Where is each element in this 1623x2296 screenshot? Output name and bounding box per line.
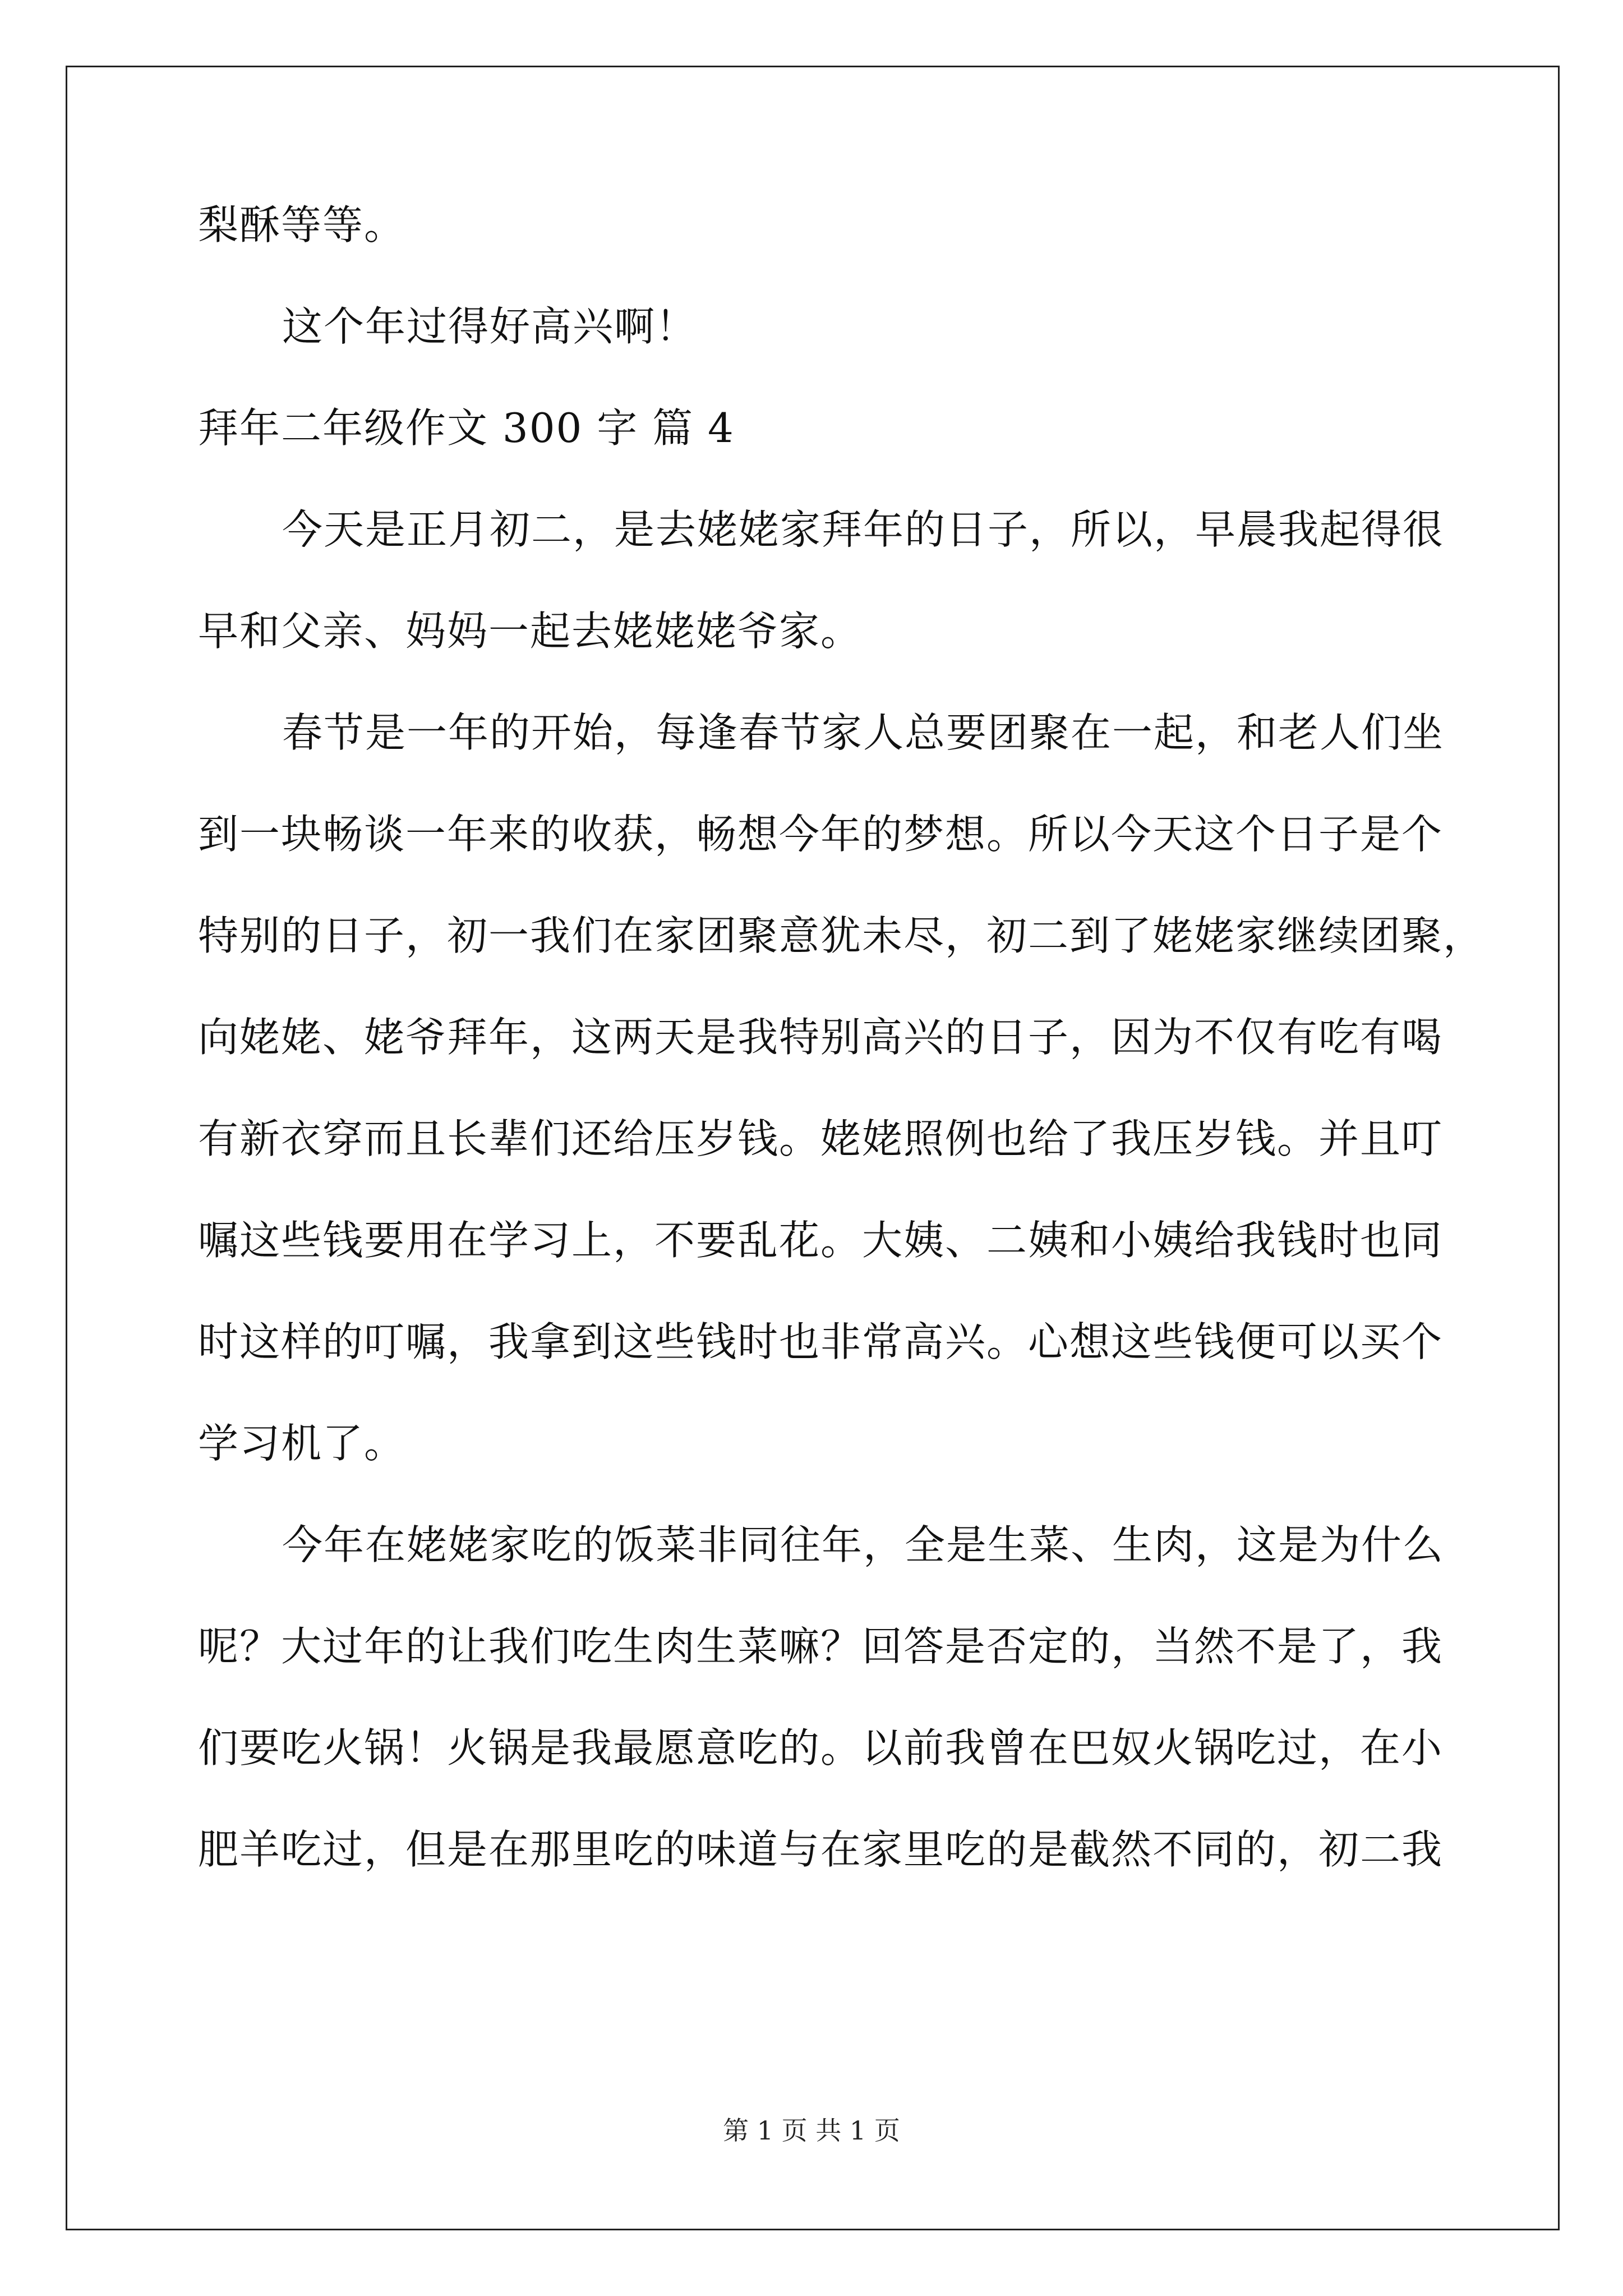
text-line: 今年在姥姥家吃的饭菜非同往年，全是生菜、生肉，这是为什么 [282, 1521, 1445, 1568]
text-line: 早和父亲、妈妈一起去姥姥姥爷家。 [198, 608, 863, 655]
text-line: 到一块畅谈一年来的收获，畅想今年的梦想。所以今天这个日子是个 [198, 811, 1444, 858]
section-heading: 拜年二年级作文 300 字 篇 4 [198, 404, 735, 452]
text-line: 嘱这些钱要用在学习上，不要乱花。大姨、二姨和小姨给我钱时也同 [198, 1217, 1444, 1264]
text-line: 今天是正月初二，是去姥姥家拜年的日子，所以，早晨我起得很 [282, 506, 1445, 553]
text-line: 们要吃火锅！火锅是我最愿意吃的。以前我曾在巴奴火锅吃过，在小 [198, 1724, 1444, 1772]
text-line: 肥羊吃过，但是在那里吃的味道与在家里吃的是截然不同的，初二我 [198, 1826, 1444, 1873]
text-line: 时这样的叮嘱，我拿到这些钱时也非常高兴。心想这些钱便可以买个 [198, 1318, 1444, 1365]
text-line: 向姥姥、姥爷拜年，这两天是我特别高兴的日子，因为不仅有吃有喝 [198, 1014, 1444, 1061]
text-line: 梨酥等等。 [198, 201, 406, 249]
text-line: 有新衣穿而且长辈们还给压岁钱。姥姥照例也给了我压岁钱。并且叮 [198, 1115, 1444, 1162]
text-line: 特别的日子，初一我们在家团聚意犹未尽，初二到了姥姥家继续团聚， [198, 912, 1485, 959]
text-line: 这个年过得好高兴啊！ [282, 303, 698, 350]
text-line: 春节是一年的开始，每逢春节家人总要团聚在一起，和老人们坐 [282, 709, 1445, 756]
text-line: 学习机了。 [198, 1420, 406, 1467]
page-footer: 第 1 页 共 1 页 [723, 2115, 900, 2146]
text-line: 呢？大过年的让我们吃生肉生菜嘛？回答是否定的，当然不是了，我 [198, 1623, 1444, 1670]
